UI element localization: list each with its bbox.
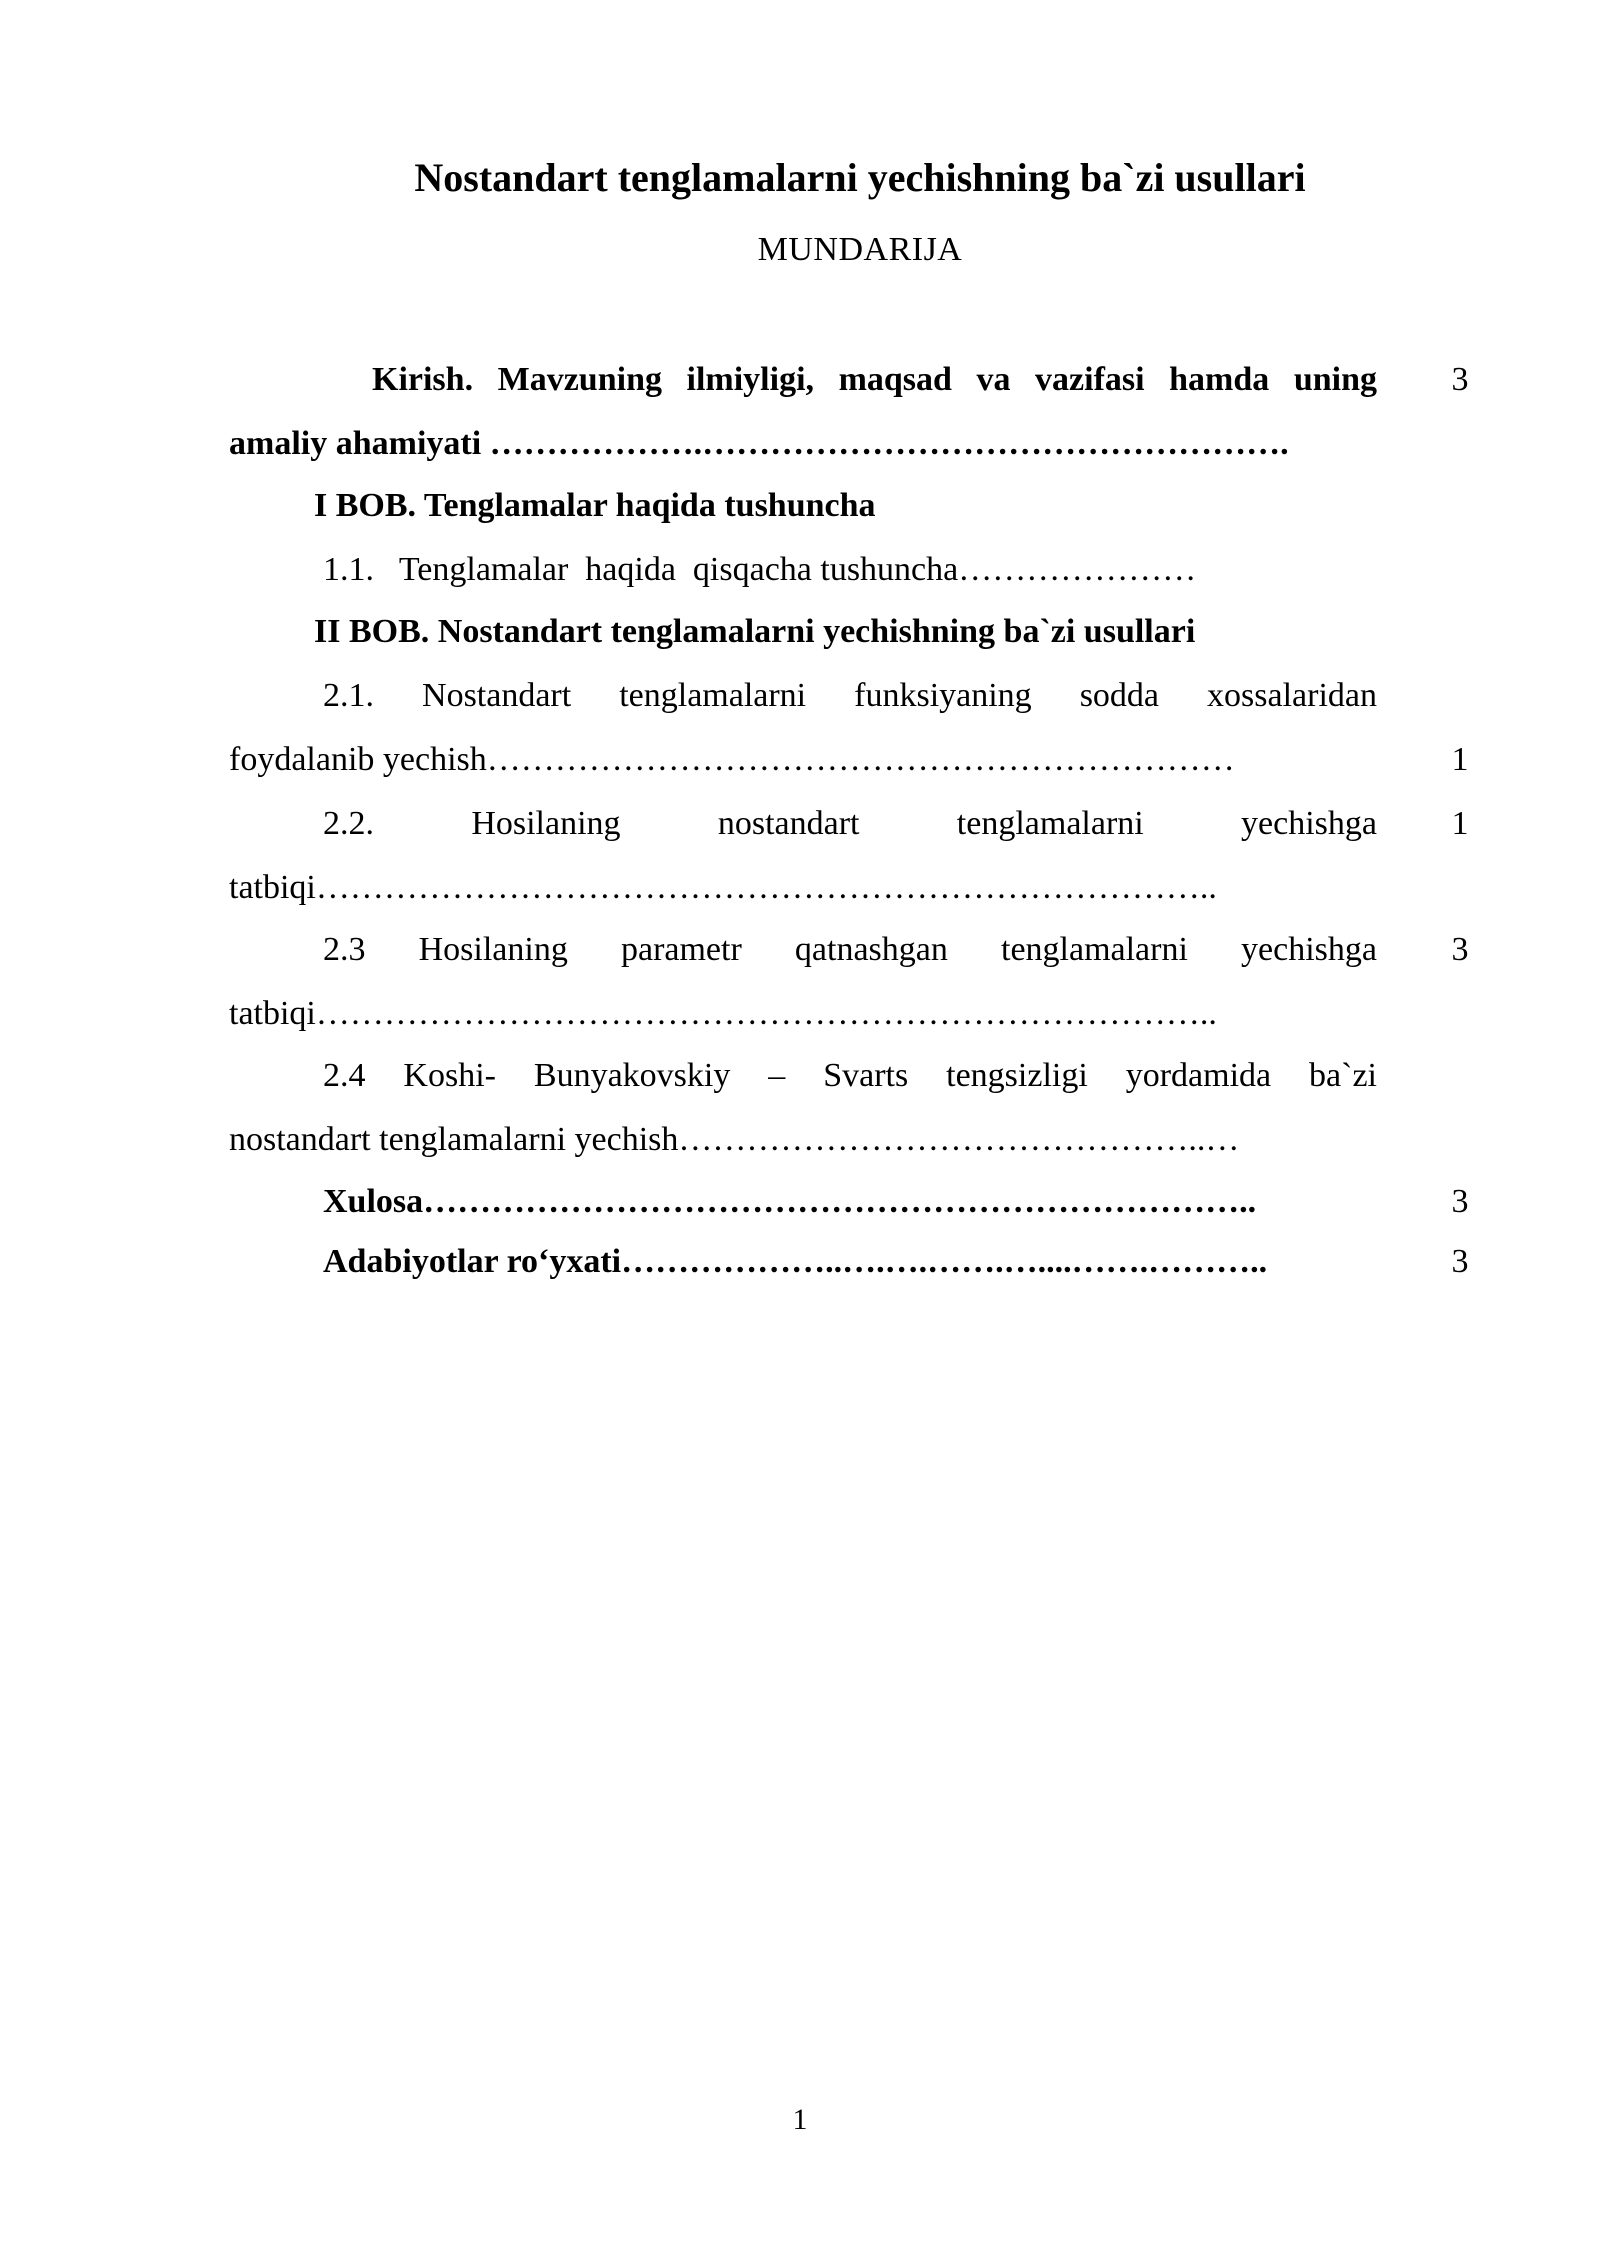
- toc-heading: MUNDARIJA: [757, 231, 963, 268]
- toc-item-2-2-line2: tatbiqi……………………………………………………………………..: [229, 869, 1217, 906]
- toc-item-2-3-page: 3: [1451, 931, 1469, 968]
- toc-conclusion-page: 3: [1451, 1183, 1469, 1220]
- document-title: Nostandart tenglamalarni yechishning ba`zi usullari: [414, 155, 1306, 200]
- toc-item-2-1-line1: 2.1. Nostandart tenglamalarni funksiyaning sodda xossalaridan: [323, 677, 1377, 714]
- toc-conclusion: Xulosa………………………………………………………………..: [323, 1183, 1257, 1220]
- toc-item-2-2-line1: 2.2. Hosilaning nostandart tenglamalarni yechishga: [323, 805, 1377, 842]
- toc-item-2-1-page: 1: [1451, 741, 1469, 778]
- toc-item-1-1: 1.1. Tenglamalar haqida qisqacha tushuncha…………………: [323, 551, 1197, 588]
- toc-item-2-4-line1: 2.4 Koshi- Bunyakovskiy – Svarts tengsizligi yordamida ba`zi: [323, 1057, 1377, 1094]
- toc-item-2-3-line1: 2.3 Hosilaning parametr qatnashgan tenglamalarni yechishga: [323, 931, 1377, 968]
- toc-intro-line2: amaliy ahamiyati ……………….…………………………………………….: [229, 425, 1289, 462]
- page-number: 1: [792, 2103, 808, 2136]
- toc-intro-line1: Kirish. Mavzuning ilmiyligi, maqsad va vazifasi hamda uning: [372, 361, 1377, 398]
- toc-references: Adabiyotlar ro‘yxati………………..….….…….…....…….………..: [323, 1243, 1268, 1280]
- toc-chapter2-heading: II BOB. Nostandart tenglamalarni yechishning ba`zi usullari: [314, 613, 1196, 650]
- toc-intro-page: 3: [1451, 361, 1469, 398]
- toc-item-2-3-line2: tatbiqi……………………………………………………………………..: [229, 995, 1217, 1032]
- toc-references-page: 3: [1451, 1243, 1469, 1280]
- toc-item-2-1-line2: foydalanib yechish…………………………………………………………: [229, 741, 1235, 778]
- toc-item-2-2-page: 1: [1451, 805, 1469, 842]
- toc-chapter1-heading: I BOB. Tenglamalar haqida tushuncha: [314, 487, 876, 524]
- toc-item-2-4-line2: nostandart tenglamalarni yechish………………………………………..…: [229, 1121, 1240, 1158]
